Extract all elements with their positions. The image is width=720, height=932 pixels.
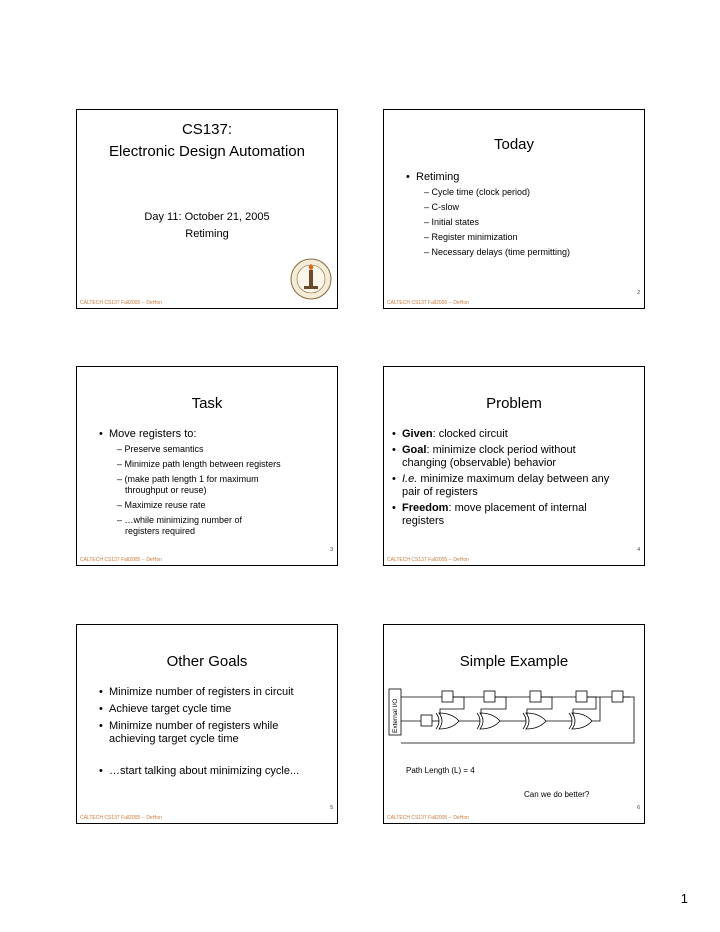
- slide-number: 4: [637, 547, 640, 553]
- bullet-list-last: [99, 765, 329, 782]
- slide-number: 3: [330, 547, 333, 553]
- bullet-label: Given: [402, 428, 433, 440]
- sub-bullet-item: – Register minimization: [406, 232, 636, 243]
- sub-bullet-item: – Initial states: [406, 217, 636, 228]
- slide-title: Simple Example: [459, 653, 569, 670]
- slide-footer: CALTECH CS137 Fall2005 -- DeHon: [387, 300, 469, 306]
- sub-bullet-item: – Preserve semantics: [99, 444, 319, 455]
- topic-label: Retiming: [185, 228, 229, 240]
- caltech-seal-icon: [290, 258, 332, 300]
- bullet-text: : move placement of internal registers: [402, 502, 587, 527]
- feedback-wire: [401, 697, 634, 743]
- slide-3: [76, 366, 338, 566]
- bullet-list: [392, 428, 617, 532]
- register: [442, 691, 453, 702]
- page-number: 1: [680, 891, 688, 906]
- xor-gate: [523, 713, 546, 729]
- bullet-list: [406, 171, 636, 262]
- bullet-text: : clocked circuit: [432, 428, 508, 440]
- sub-bullet-item: – C-slow: [406, 202, 636, 213]
- path-length-label: Path Length (L) = 4: [406, 766, 475, 775]
- bullet-label: Goal: [402, 444, 427, 456]
- xor-gate: [436, 713, 459, 729]
- slide-footer: CALTECH CS137 Fall2005 -- DeHon: [80, 557, 162, 563]
- bullet-item: [392, 502, 617, 528]
- sub-bullet-item: – Necessary delays (time permitting): [406, 247, 636, 258]
- bullet-item: [392, 428, 617, 441]
- slide-2: [383, 109, 645, 309]
- register: [530, 691, 541, 702]
- retiming-circuit-diagram: [384, 685, 646, 755]
- bullet-list: [99, 686, 319, 750]
- bullet-item: [392, 473, 617, 499]
- bullet-label: I.e.: [402, 473, 418, 485]
- bullet-item: • Minimize number of registers while achieving target cycle time: [99, 720, 319, 746]
- slide-title-line1: CS137:: [181, 121, 233, 138]
- sub-bullet-item: – Maximize reuse rate: [99, 500, 319, 511]
- bullet-list: [99, 428, 319, 541]
- slide-number: 2: [637, 290, 640, 296]
- sub-bullet-item: – Minimize path length between registers: [99, 459, 319, 470]
- sub-bullet-item: – Cycle time (clock period): [406, 187, 636, 198]
- slide-title: Today: [493, 136, 535, 153]
- sub-bullet-item: – (make path length 1 for maximum throughput or reuse): [99, 474, 319, 496]
- register: [576, 691, 587, 702]
- bullet-text: : minimize clock period without changing (observable) behavior: [402, 444, 576, 469]
- sub-bullet-item: – …while minimizing number of registers required: [99, 515, 319, 537]
- bullet-label: Freedom: [402, 502, 449, 514]
- slide-6: [383, 624, 645, 824]
- slide-4: [383, 366, 645, 566]
- external-io-label: External I/O: [392, 698, 399, 733]
- question-label: Can we do better?: [524, 790, 590, 799]
- register: [421, 715, 432, 726]
- bullet-item: • Minimize number of registers in circuit: [99, 686, 319, 699]
- slide-number: 6: [637, 805, 640, 811]
- xor-gate: [477, 713, 500, 729]
- slide-footer: CALTECH CS137 Fall2005 -- DeHon: [80, 815, 162, 821]
- slide-footer: CALTECH CS137 Fall2005 -- DeHon: [387, 557, 469, 563]
- day-label: Day 11: October 21, 2005: [144, 211, 270, 223]
- slide-title: Task: [191, 395, 223, 412]
- slide-footer: CALTECH CS137 Fall2005 -- DeHon: [387, 815, 469, 821]
- slide-5: [76, 624, 338, 824]
- bullet-item: • Retiming: [406, 171, 636, 184]
- bullet-item: • …start talking about minimizing cycle...: [99, 765, 329, 778]
- slide-title: Other Goals: [166, 653, 248, 670]
- bullet-item: • Move registers to:: [99, 428, 319, 441]
- register: [612, 691, 623, 702]
- slide-footer: CALTECH CS137 Fall2005 -- DeHon: [80, 300, 162, 306]
- xor-gate: [569, 713, 592, 729]
- bullet-item: [392, 444, 617, 470]
- slide-1: [76, 109, 338, 309]
- slide-number: 5: [330, 805, 333, 811]
- slide-title: Problem: [486, 395, 542, 412]
- register: [484, 691, 495, 702]
- bullet-item: • Achieve target cycle time: [99, 703, 319, 716]
- bullet-text: minimize maximum delay between any pair of registers: [402, 473, 610, 498]
- slide-title-line2: Electronic Design Automation: [109, 143, 305, 160]
